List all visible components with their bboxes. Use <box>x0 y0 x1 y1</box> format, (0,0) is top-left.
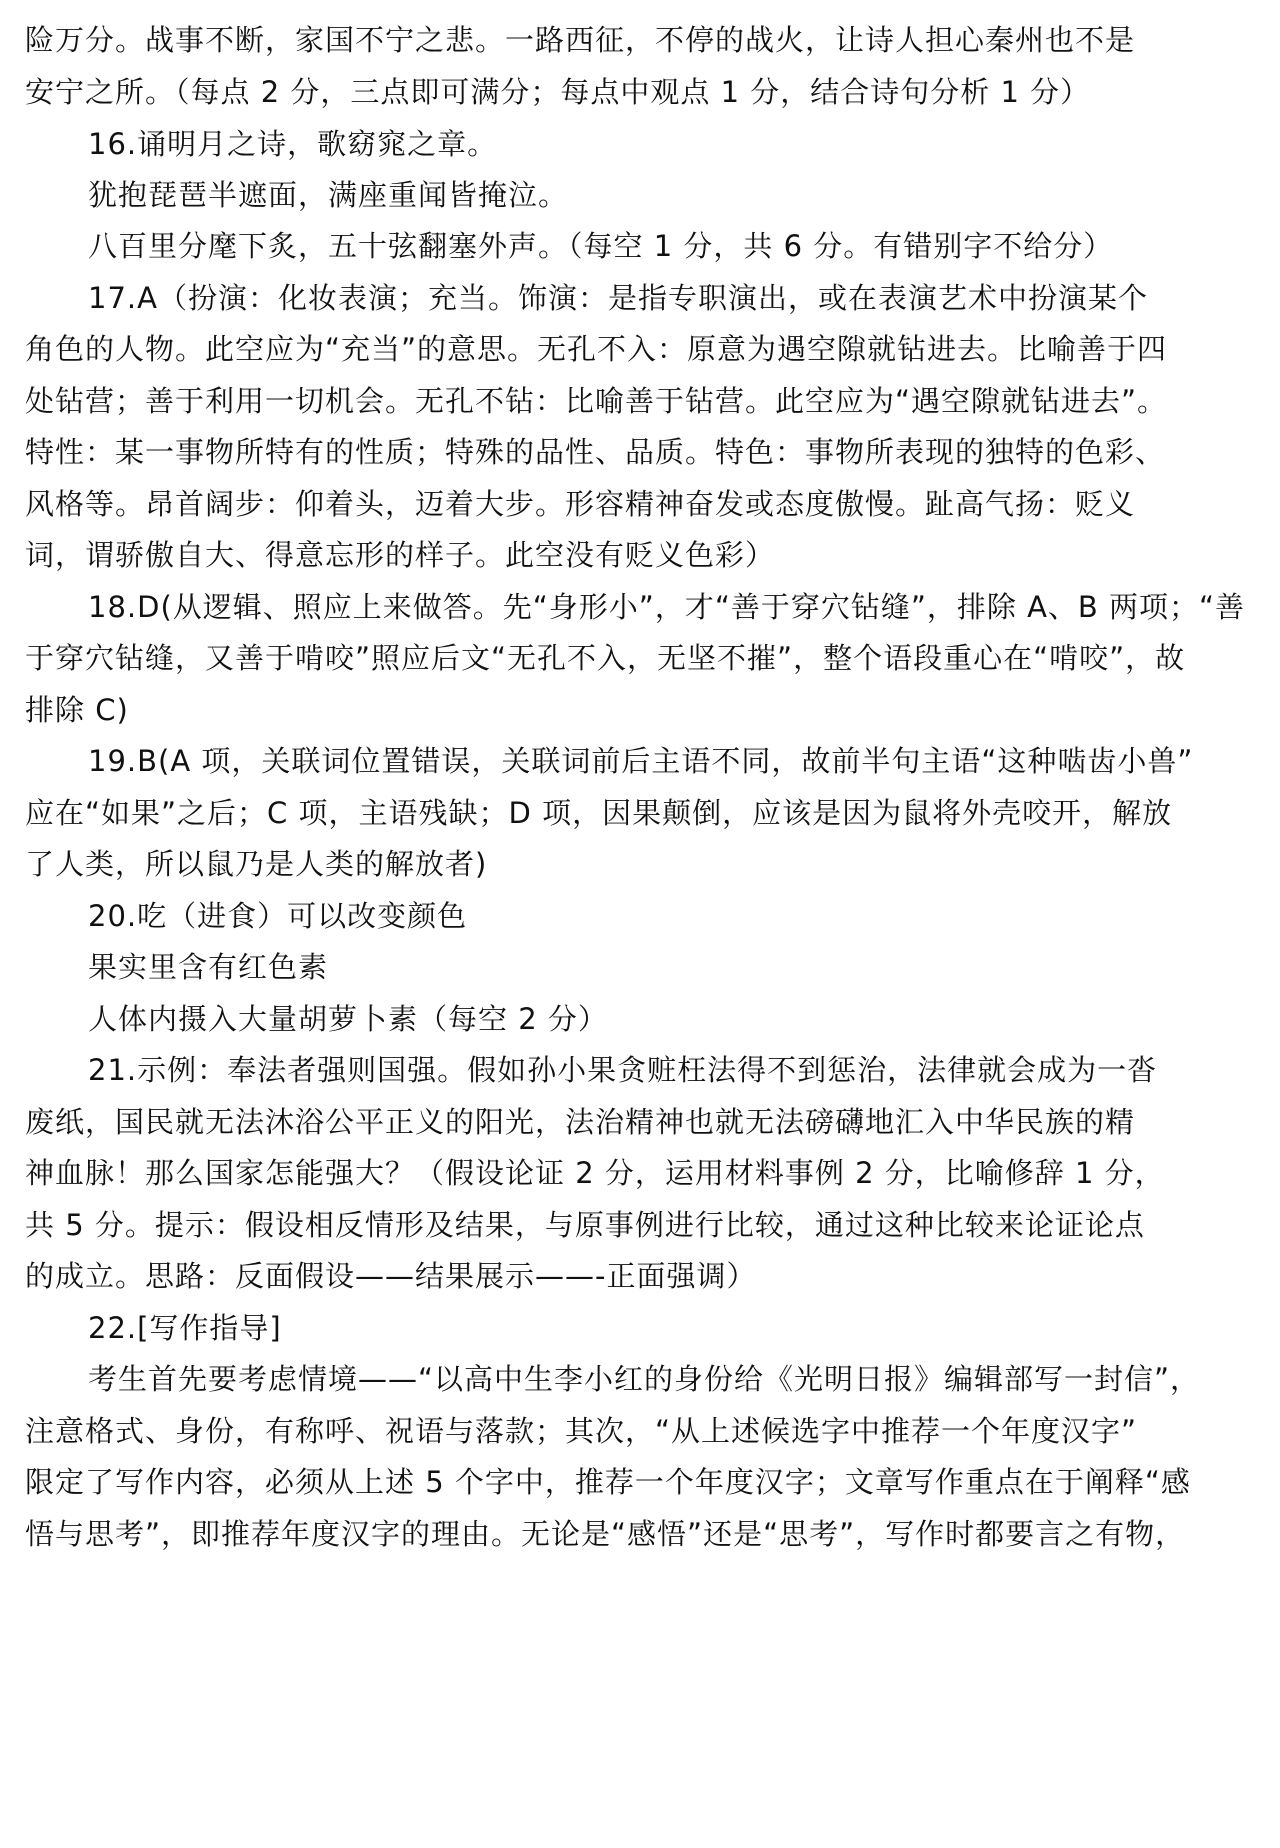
text-line: 废纸，国民就无法沐浴公平正义的阳光，法治精神也就无法磅礴地汇入中华民族的精 <box>25 1105 1136 1139</box>
text-line: 的成立。思路：反面假设——结果展示——-正面强调） <box>25 1259 757 1293</box>
question-20-heading: 20.吃（进食）可以改变颜色 <box>88 899 468 933</box>
text-line: 人体内摄入大量胡萝卜素（每空 2 分） <box>88 1002 608 1036</box>
text-line: 犹抱琵琶半遮面，满座重闻皆掩泣。 <box>88 178 569 212</box>
text-line: 处钻营；善于利用一切机会。无孔不钻：比喻善于钻营。此空应为“遇空隙就钻进去”。 <box>25 384 1168 418</box>
text-line: 角色的人物。此空应为“充当”的意思。无孔不入：原意为遇空隙就钻进去。比喻善于四 <box>25 332 1168 366</box>
text-line: 共 5 分。提示：假设相反情形及结果，与原事例进行比较，通过这种比较来论证论点 <box>25 1208 1145 1242</box>
text-line: 考生首先要考虑情境——“以高中生李小红的身份给《光明日报》编辑部写一封信”， <box>88 1362 1201 1396</box>
text-line: 应在“如果”之后；C 项，主语残缺；D 项，因果颠倒，应该是因为鼠将外壳咬开，解放 <box>25 796 1173 830</box>
text-line: 风格等。昂首阔步：仰着头，迈着大步。形容精神奋发或态度傲慢。趾高气扬：贬义 <box>25 487 1136 521</box>
text-line: 限定了写作内容，必须从上述 5 个字中，推荐一个年度汉字；文章写作重点在于阐释“感 <box>25 1465 1191 1499</box>
text-line: 于穿穴钻缝，又善于啃咬”照应后文“无孔不入，无坚不摧”，整个语段重心在“啃咬”，故 <box>25 641 1186 675</box>
text-line: 神血脉！那么国家怎能强大？（假设论证 2 分，运用材料事例 2 分，比喻修辞 1 分， <box>25 1156 1165 1190</box>
question-18-heading: 18.D(从逻辑、照应上来做答。先“身形小”，才“善于穿穴钻缝”，排除 A、B 两项；“善 <box>88 590 1246 624</box>
question-16-heading: 16.诵明月之诗，歌窈窕之章。 <box>88 127 498 161</box>
text-line: 险万分。战事不断，家国不宁之悲。一路西征，不停的战火，让诗人担心秦州也不是 <box>25 23 1136 57</box>
text-line: 了人类，所以鼠乃是人类的解放者) <box>25 847 488 881</box>
text-line: 八百里分麾下炙，五十弦翻塞外声。（每空 1 分，共 6 分。有错别字不给分） <box>88 229 1114 263</box>
text-line: 安宁之所。（每点 2 分，三点即可满分；每点中观点 1 分，结合诗句分析 1 分） <box>25 75 1091 109</box>
text-line: 排除 C) <box>25 693 129 727</box>
question-22-heading: 22.[写作指导] <box>88 1311 282 1345</box>
question-17-heading: 17.A（扮演：化妆表演；充当。饰演：是指专职演出，或在表演艺术中扮演某个 <box>88 281 1148 315</box>
question-21-heading: 21.示例：奉法者强则国强。假如孙小果贪赃枉法得不到惩治，法律就会成为一沓 <box>88 1053 1158 1087</box>
text-line: 特性：某一事物所特有的性质；特殊的品性、品质。特色：事物所表现的独特的色彩、 <box>25 435 1166 469</box>
text-line: 果实里含有红色素 <box>88 950 329 984</box>
text-line: 悟与思考”，即推荐年度汉字的理由。无论是“感悟”还是“思考”，写作时都要言之有物， <box>25 1517 1186 1551</box>
question-19-heading: 19.B(A 项，关联词位置错误，关联词前后主语不同，故前半句主语“这种啮齿小兽” <box>88 744 1194 778</box>
text-line: 注意格式、身份，有称呼、祝语与落款；其次，“从上述候选字中推荐一个年度汉字” <box>25 1414 1138 1448</box>
text-line: 词，谓骄傲自大、得意忘形的样子。此空没有贬义色彩） <box>25 538 776 572</box>
